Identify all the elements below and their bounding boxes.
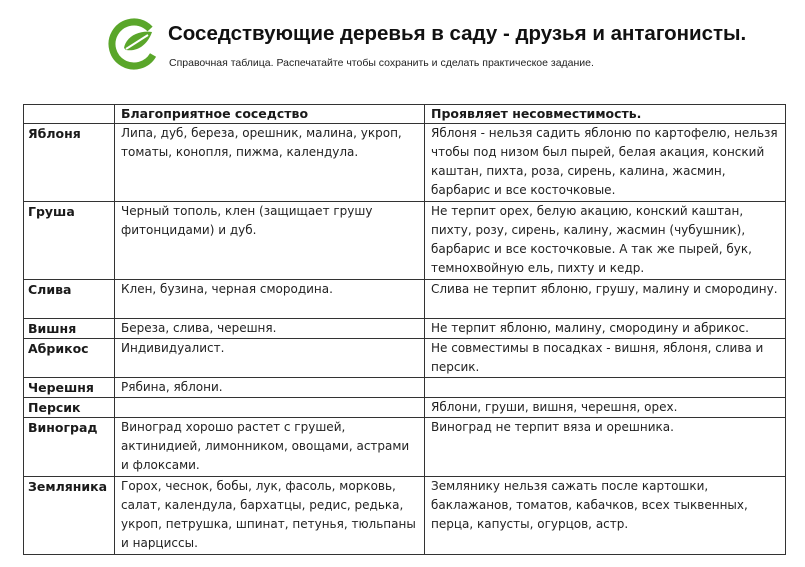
eco-leaf-logo-icon <box>108 18 160 70</box>
table-row <box>24 280 786 319</box>
incompatible: Не терпит орех, белую акацию, конский каштан, пихту, розу, сирень, калину, жасмин (чубушник), барбарис и все косточковые. А так же пырей, бук, темнохвойную ель, пихту и кедр. <box>425 202 786 280</box>
tree-name: Черешня <box>24 378 115 398</box>
good-neighbors: Черный тополь, клен (защищает грушу фитонцидами) и дуб. <box>115 202 425 280</box>
table-row <box>24 378 786 398</box>
tree-name: Земляника <box>24 477 115 555</box>
incompatible: Не терпит яблоню, малину, смородину и абрикос. <box>425 319 786 339</box>
good-neighbors: Клен, бузина, черная смородина. <box>115 280 425 319</box>
table-header-row <box>24 105 786 124</box>
incompatible: Яблоня - нельзя садить яблоню по картофелю, нельзя чтобы под низом был пырей, белая акация, конский каштан, пихта, роза, сирень, калина, жасмин, барбарис и все косточковые. <box>425 124 786 202</box>
tree-name: Вишня <box>24 319 115 339</box>
table-row <box>24 418 786 477</box>
incompatible: Землянику нельзя сажать после картошки, баклажанов, томатов, кабачков, всех тыквенных, перца, капусты, огурцов, астр. <box>425 477 786 555</box>
table-row <box>24 124 786 202</box>
incompatible: Слива не терпит яблоню, грушу, малину и смородину. <box>425 280 786 319</box>
page-title: Соседствующие деревья в саду - друзья и антагонисты. <box>168 22 747 45</box>
header-cell-good: Благоприятное соседство <box>115 105 425 124</box>
table-row <box>24 477 786 555</box>
good-neighbors: Рябина, яблони. <box>115 378 425 398</box>
tree-name: Слива <box>24 280 115 319</box>
page-subtitle: Справочная таблица. Распечатайте чтобы сохранить и сделать практическое задание. <box>169 57 594 69</box>
table-row <box>24 319 786 339</box>
incompatible <box>425 378 786 398</box>
page-header <box>0 0 805 100</box>
good-neighbors: Виноград хорошо растет с грушей, актинидией, лимонником, овощами, астрами и флоксами. <box>115 418 425 477</box>
good-neighbors: Береза, слива, черешня. <box>115 319 425 339</box>
tree-name: Абрикос <box>24 339 115 378</box>
table-row <box>24 339 786 378</box>
good-neighbors: Горох, чеснок, бобы, лук, фасоль, морковь, салат, календула, бархатцы, редис, редька, укроп, петрушка, шпинат, петунья, тюльпаны и нарциссы. <box>115 477 425 555</box>
tree-name: Виноград <box>24 418 115 477</box>
tree-name: Яблоня <box>24 124 115 202</box>
good-neighbors: Липа, дуб, береза, орешник, малина, укроп, томаты, конопля, пижма, календула. <box>115 124 425 202</box>
table-row <box>24 202 786 280</box>
good-neighbors <box>115 398 425 418</box>
good-neighbors: Индивидуалист. <box>115 339 425 378</box>
tree-name: Персик <box>24 398 115 418</box>
compatibility-table <box>23 104 786 555</box>
header-cell-name <box>24 105 115 124</box>
header-cell-bad: Проявляет несовместимость. <box>425 105 786 124</box>
tree-name: Груша <box>24 202 115 280</box>
table-row <box>24 398 786 418</box>
incompatible: Яблони, груши, вишня, черешня, орех. <box>425 398 786 418</box>
incompatible: Виноград не терпит вяза и орешника. <box>425 418 786 477</box>
incompatible: Не совместимы в посадках - вишня, яблоня, слива и персик. <box>425 339 786 378</box>
